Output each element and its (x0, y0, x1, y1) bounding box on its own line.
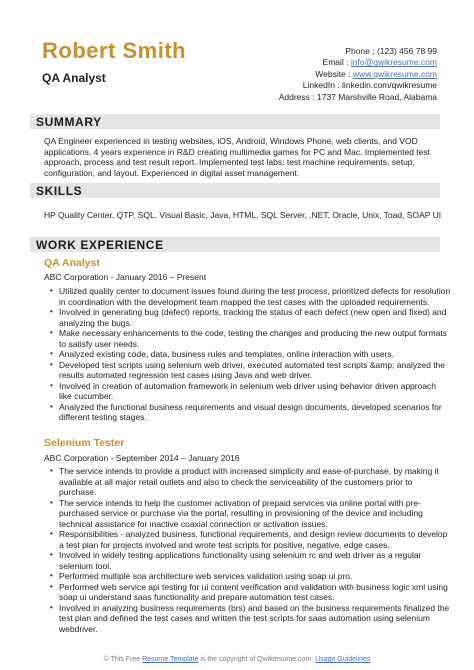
job-meta: ABC Corporation - January 2016 – Present (44, 272, 207, 282)
website-link[interactable]: www.qwikresume.com (352, 68, 437, 79)
footer-guidelines-link[interactable]: Usage Guidelines (315, 656, 371, 663)
job-bullet: • Performed multiple soa architecture web services validation using soap ui pro. (59, 571, 451, 582)
job-bullet: • Involved in widely testing applications functionality using selenium rc and web driver as a regular selenium tool. (59, 550, 451, 571)
address-label: Address : (278, 91, 315, 102)
contact-linkedin (279, 80, 437, 91)
job-bullet: • Responsibilities - analyzed business, functional requirements, and design review documents to develop a test plan for projects involved and wrote test scripts for positive, negative, edge cases. (59, 529, 451, 550)
skills-section-header (30, 183, 440, 198)
summary-section-header (30, 114, 440, 129)
job-title: QA Analyst (44, 257, 100, 269)
contact-email (279, 57, 437, 68)
page-footer (0, 656, 474, 663)
job-bullet: • The service intends to help the customer activation of prepaid services via online portal with pre-purchased service or purchase via the portal, resulting in provisioning of the device and including technical assistance for inactive coaxial connection or activation issues. (59, 498, 451, 530)
experience-heading: WORK EXPERIENCE (36, 238, 164, 252)
phone-value: (123) 456 78 99 (376, 46, 437, 56)
contact-website (279, 69, 437, 80)
job-bullet: • Involved in creation of automation framework in selenium web driver using behavior driven approach like cucumber. (59, 381, 451, 402)
job-title: Selenium Tester (44, 437, 125, 449)
job-bullet: • Developed test scripts using selenium web driver, executed automated test scripts &amp; analyzed the results automated regression test cases using Java and web driver. (59, 360, 451, 381)
job-bullet: • Analyzed the functional business requirements and visual design documents, developed scenarios for different testing stages. (59, 402, 451, 423)
linkedin-value: linkedin.com/qwikresume (342, 80, 437, 91)
job-bullet: • Performed web service api testing for ui content verification and validation with business logic xml using soap ui understand saas functionality and prepare automation test cases. (59, 582, 451, 603)
footer-template-link[interactable]: Resume Template (142, 656, 199, 663)
job-bullet-list (44, 286, 451, 423)
address-value: 1737 Marshville Road, Alabama (316, 91, 437, 102)
job-bullet-list (44, 466, 451, 634)
contact-block (279, 46, 437, 103)
footer-prefix: © This Free (103, 656, 141, 663)
job-bullet: • Involved in generating bug (defect) reports, tracking the status of each defect (new open and fixed) and analyzing the bugs. (59, 307, 451, 328)
job-bullet: • The service intends to provide a product with increased simplicity and ease-of-purchase, by making it available at all major retail outlets and also to check the serviceability of the customers prior to purchase. (59, 466, 451, 498)
job-bullet: • Involved in analyzing business requirements (brs) and based on the business requirements finalized the test plan and defined the test cases and written the test scripts for saas automation using selenium webdriver. (59, 603, 451, 635)
email-link[interactable]: info@qwikresume.com (350, 57, 437, 68)
candidate-role: QA Analyst (42, 71, 106, 85)
job-bullet: • Make necessary enhancements to the code, testing the changes and producing the new output formats to satisfy user needs. (59, 328, 451, 349)
contact-address (279, 92, 437, 103)
job-meta: ABC Corporation - September 2014 – January 2016 (44, 453, 240, 463)
linkedin-label: LinkedIn : (302, 80, 340, 91)
footer-middle: is the copyright of Qwikresume.com. (200, 656, 314, 663)
experience-section-header (30, 237, 440, 252)
skills-heading: SKILLS (36, 184, 83, 198)
summary-heading: SUMMARY (36, 115, 102, 129)
website-label: Website : (315, 68, 351, 79)
summary-text: QA Engineer experienced in testing websites, iOS, Android, Windows Phone, web clients, and VOD applications. 4 years experience in R&D creating multimedia games for PC and Mac. Implemented test approach, process and test result report. Implemented test labs: test machine requirements, setup, configuration, and layout. Experienced in digital asset management. (44, 136, 430, 178)
candidate-name: Robert Smith (42, 38, 187, 63)
contact-phone (279, 46, 437, 57)
skills-text: HP Quality Center, QTP, SQL, Visual Basic, Java, HTML, SQL Server, .NET, Oracle, Unix, Toad, SOAP UI (44, 210, 442, 220)
email-label: Email : (322, 57, 349, 68)
job-bullet: • Analyzed existing code, data, business rules and templates, online interaction with users. (59, 349, 451, 360)
job-bullet: • Utilized quality center to document issues found during the test process, prioritized defects for resolution in coordination with the development team mapped the test cases with the uploaded requirements. (59, 286, 451, 307)
phone-label: Phone : (345, 46, 375, 56)
